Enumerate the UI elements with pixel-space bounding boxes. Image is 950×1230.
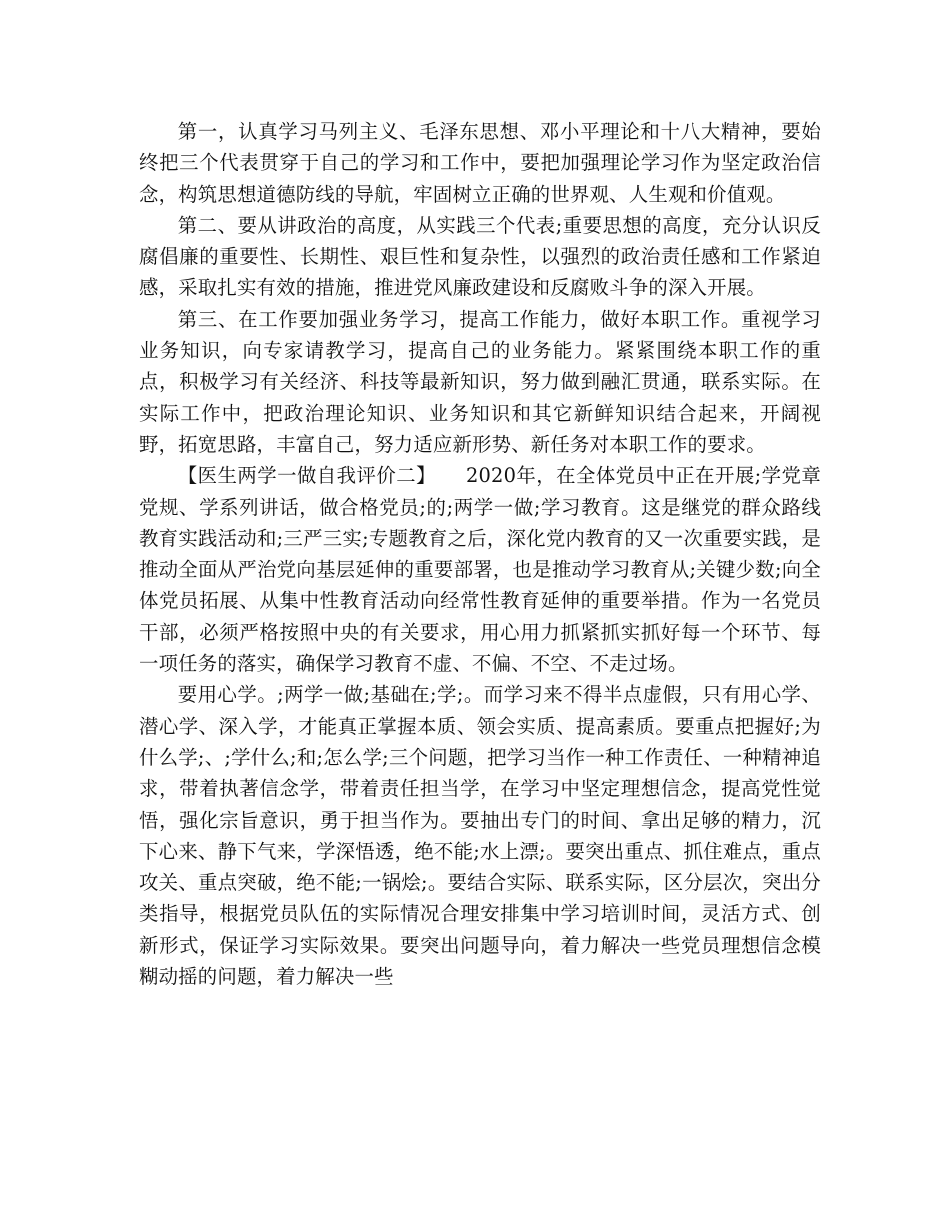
paragraph-third: 第三、在工作要加强业务学习，提高工作能力，做好本职工作。重视学习业务知识，向专家请教学习，提高自己的业务能力。紧紧围绕本职工作的重点，积极学习有关经济、科技等最新知识，努力做到融汇贯通，联系实际。在实际工作中，把政治理论知识、业务知识和其它新鲜知识结合起来，开阔视野，拓宽思路，丰富自己，努力适应新形势、新任务对本职工作的要求。 xyxy=(139,307,821,456)
paragraph-study-with-heart: 要用心学。;两学一做;基础在;学;。而学习来不得半点虚假，只有用心学、潜心学、深入学，才能真正掌握本质、领会实质、提高素质。要重点把握好;为什么学;、;学什么;和;怎么学;三个问题，把学习当作一种工作责任、一种精神追求，带着执著信念学，带着责任担当学，在学习中坚定理想信念，提高党性觉悟，强化宗旨意识，勇于担当作为。要抽出专门的时间、拿出足够的精力，沉下心来、静下气来，学深悟透，绝不能;水上漂;。要突出重点、抓住难点，重点攻关、重点突破，绝不能;一锅烩;。要结合实际、联系实际，区分层次，突出分类指导，根据党员队伍的实际情况合理安排集中学习培训时间，灵活方式、创新形式，保证学习实际效果。要突出问题导向，着力解决一些党员理想信念模糊动摇的问题，着力解决一些 xyxy=(139,683,821,989)
paragraph-self-evaluation-two: 【医生两学一做自我评价二】 2020年，在全体党员中正在开展;学党章党规、学系列讲话，做合格党员;的;两学一做;学习教育。这是继党的群众路线教育实践活动和;三严三实;专题教育之后，深化党内教育的又一次重要实践，是推动全面从严治党向基层延伸的重要部署，也是推动学习教育从;关键少数;向全体党员拓展、从集中性教育活动向经常性教育延伸的重要举措。作为一名党员干部，必须严格按照中央的有关要求，用心用力抓紧抓实抓好每一个环节、每一项任务的落实，确保学习教育不虚、不偏、不空、不走过场。 xyxy=(139,464,821,676)
document-body xyxy=(139,116,821,992)
paragraph-first: 第一，认真学习马列主义、毛泽东思想、邓小平理论和十八大精神，要始终把三个代表贯穿于自己的学习和工作中，要把加强理论学习作为坚定政治信念，构筑思想道德防线的导航，牢固树立正确的世界观、人生观和价值观。 xyxy=(139,120,821,206)
paragraph-second: 第二、要从讲政治的高度，从实践三个代表;重要思想的高度，充分认识反腐倡廉的重要性、长期性、艰巨性和复杂性，以强烈的政治责任感和工作紧迫感，采取扎实有效的措施，推进党风廉政建设和反腐败斗争的深入开展。 xyxy=(139,213,821,300)
